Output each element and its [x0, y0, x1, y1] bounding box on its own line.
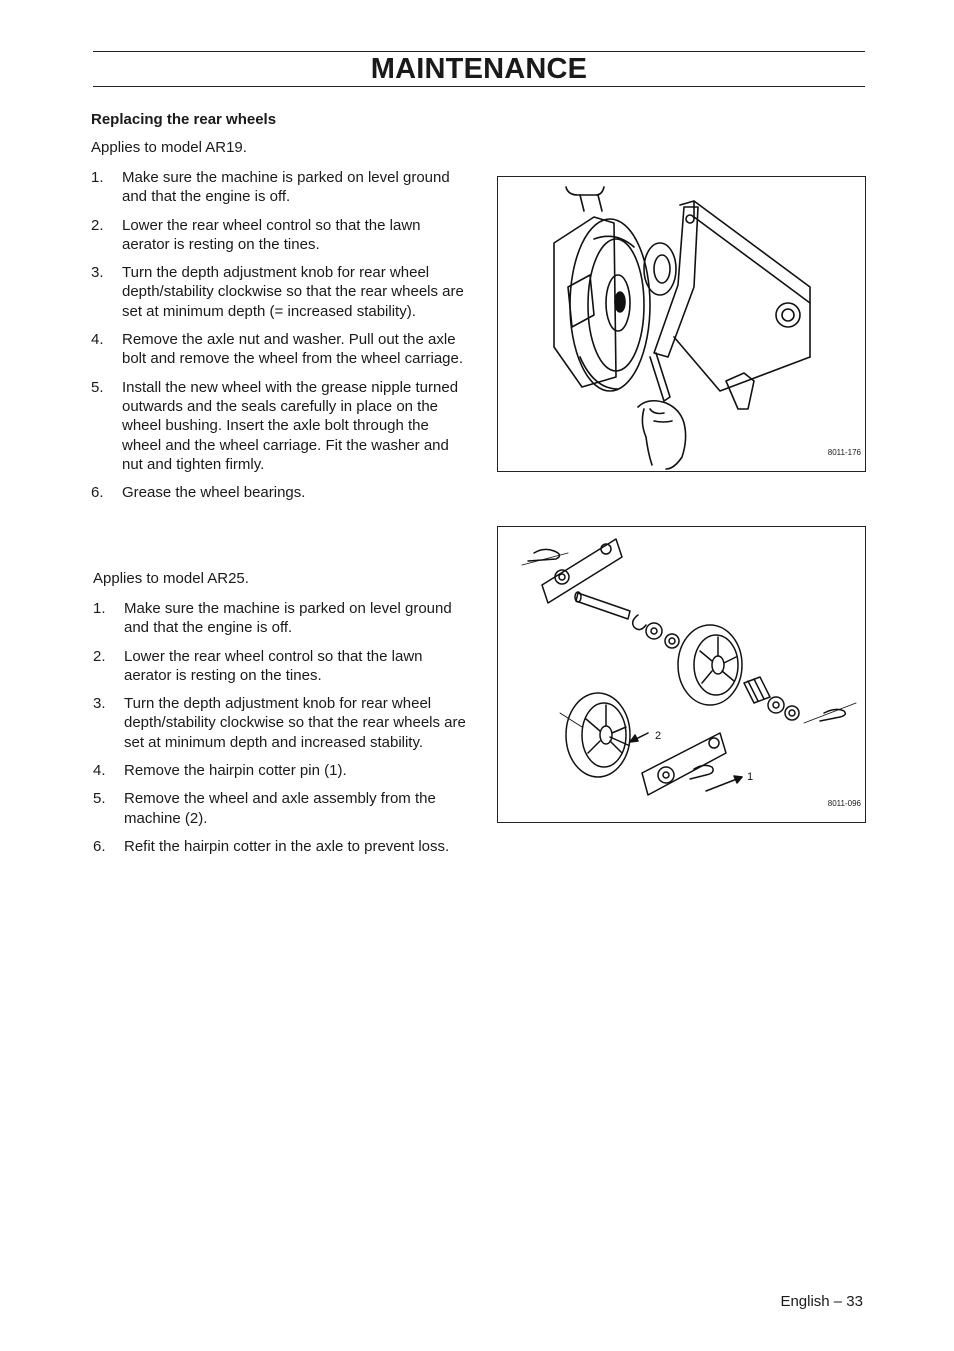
- step-number: 2.: [91, 216, 104, 234]
- step-text: Turn the depth adjustment knob for rear wheel depth/stability clockwise so that the rear wheels are set at minimum depth (= increased stability).: [122, 264, 464, 320]
- list-item: [93, 694, 468, 752]
- list-item: [91, 483, 466, 502]
- step-number: 3.: [93, 695, 106, 713]
- step-number: 5.: [91, 378, 104, 396]
- applies-ar19: Applies to model AR19.: [91, 139, 247, 156]
- list-item: [93, 761, 468, 780]
- page-footer: English – 33: [780, 1293, 863, 1310]
- step-number: 4.: [91, 331, 104, 349]
- steps-ar25: [93, 599, 468, 865]
- step-number: 1.: [93, 600, 106, 617]
- list-item: [93, 599, 468, 638]
- list-item: [93, 837, 468, 856]
- step-number: 6.: [93, 837, 106, 855]
- figure-axle-assembly: [497, 526, 866, 823]
- list-item: [91, 216, 466, 255]
- list-item: [91, 263, 466, 321]
- figure-code: 8011-176: [827, 448, 861, 457]
- step-text: Lower the rear wheel control so that the lawn aerator is resting on the tines.: [122, 216, 421, 253]
- callout-2: 2: [655, 730, 662, 742]
- list-item: [91, 168, 466, 207]
- step-text: Grease the wheel bearings.: [122, 484, 306, 502]
- steps-ar19: [91, 168, 466, 511]
- section-heading: Replacing the rear wheels: [91, 111, 277, 128]
- step-number: 3.: [91, 264, 104, 282]
- step-text: Refit the hairpin cotter in the axle to prevent loss.: [124, 837, 450, 855]
- step-number: 4.: [93, 762, 106, 780]
- step-number: 2.: [93, 647, 106, 665]
- wheel-carriage-illustration: [498, 177, 864, 470]
- list-item: [93, 647, 468, 686]
- step-number: 5.: [93, 790, 106, 808]
- figure-wheel-carriage: [497, 176, 866, 472]
- step-number: 6.: [91, 484, 104, 502]
- step-text: Lower the rear wheel control so that the lawn aerator is resting on the tines.: [124, 647, 423, 684]
- axle-assembly-illustration: [498, 527, 864, 821]
- figure-code: 8011-096: [827, 799, 861, 808]
- step-text: Remove the wheel and axle assembly from the machine (2).: [124, 790, 436, 827]
- step-text: Make sure the machine is parked on level ground and that the engine is off.: [122, 169, 450, 206]
- step-text: Turn the depth adjustment knob for rear wheel depth/stability clockwise so that the rear wheels are set at minimum depth and increased stability.: [124, 695, 466, 751]
- header-rule-bottom: [93, 86, 865, 87]
- step-number: 1.: [91, 169, 104, 186]
- page-title: MAINTENANCE: [370, 53, 588, 85]
- list-item: [93, 789, 468, 828]
- list-item: [91, 378, 466, 474]
- applies-ar25: Applies to model AR25.: [93, 570, 249, 587]
- step-text: Install the new wheel with the grease nipple turned outwards and the seals carefully in place on the wheel bushing. Insert the axle bolt through the wheel and the wheel carriage. Fit the washer and nut and tighten firmly.: [122, 378, 459, 473]
- step-text: Remove the axle nut and washer. Pull out the axle bolt and remove the wheel from the wheel carriage.: [122, 331, 464, 368]
- step-text: Remove the hairpin cotter pin (1).: [124, 762, 347, 780]
- list-item: [91, 330, 466, 369]
- callout-1: 1: [747, 771, 754, 783]
- step-text: Make sure the machine is parked on level ground and that the engine is off.: [124, 600, 452, 637]
